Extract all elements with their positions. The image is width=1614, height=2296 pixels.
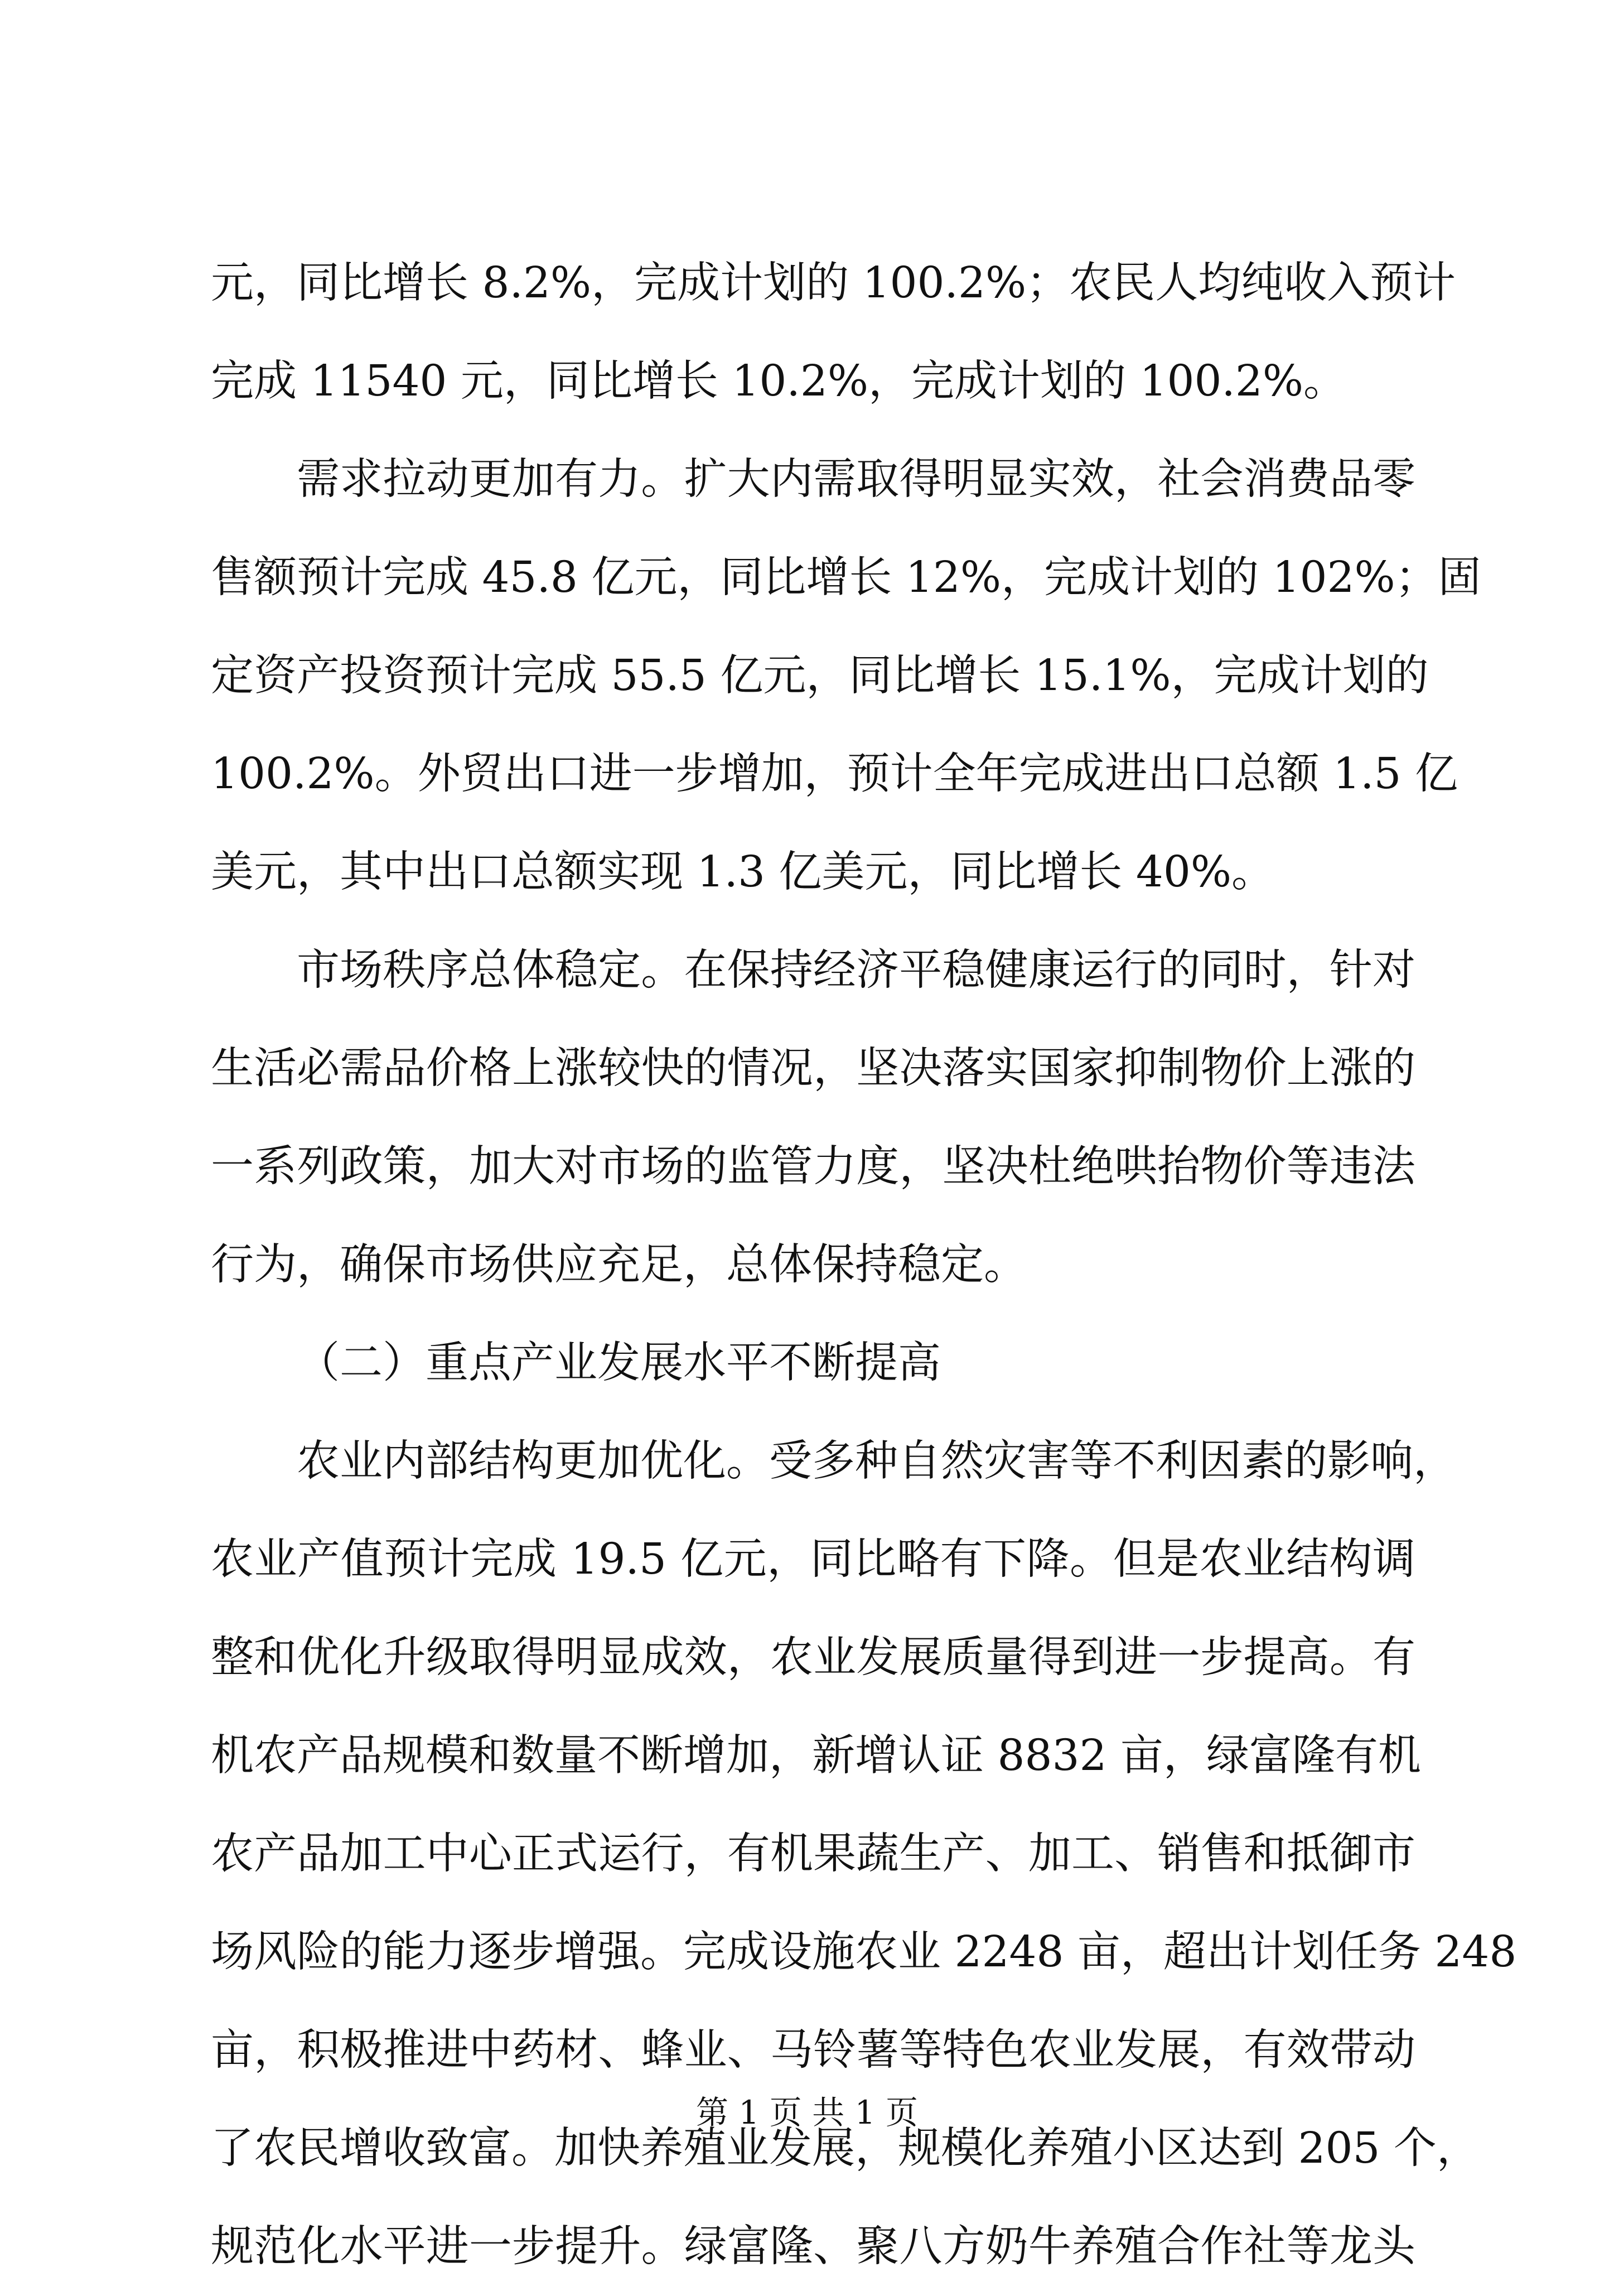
- document-page: [211, 234, 1517, 2296]
- text-line: 生活必需品价格上涨较快的情况，坚决落实国家抑制物价上涨的: [211, 1044, 1415, 1093]
- text-line: 了农民增收致富。加快养殖业发展，规模化养殖小区达到 205 个，: [211, 2124, 1480, 2173]
- text-line: 市场秩序总体稳定。在保持经济平稳健康运行的同时，针对: [297, 946, 1415, 995]
- paragraph-agriculture: [211, 1412, 1517, 2296]
- text-line: 售额预计完成 45.8 亿元，同比增长 12%，完成计划的 102%；固: [211, 553, 1481, 602]
- text-line: 行为，确保市场供应充足，总体保持稳定。: [211, 1240, 1027, 1290]
- text-line: 定资产投资预计完成 55.5 亿元，同比增长 15.1%，完成计划的: [211, 651, 1429, 701]
- text-line: 农业内部结构更加优化。受多种自然灾害等不利因素的影响，: [297, 1436, 1456, 1486]
- page-footer: 第 1 页 共 1 页: [696, 2094, 918, 2131]
- text-line: 美元，其中出口总额实现 1.3 亿美元，同比增长 40%。: [211, 847, 1275, 897]
- text-line: 完成 11540 元，同比增长 10.2%，完成计划的 100.2%。: [211, 356, 1347, 406]
- paragraph-market: [211, 922, 1415, 1314]
- heading-text: （二）重点产业发展水平不断提高: [297, 1338, 941, 1388]
- text-line: 需求拉动更加有力。扩大内需取得明显实效，社会消费品零: [297, 455, 1415, 504]
- text-line: 农业产值预计完成 19.5 亿元，同比略有下降。但是农业结构调: [211, 1535, 1415, 1584]
- text-line: 一系列政策，加大对市场的监管力度，坚决杜绝哄抬物价等违法: [211, 1142, 1415, 1192]
- section-heading: [211, 1314, 1415, 1412]
- text-line: 农产品加工中心正式运行，有机果蔬生产、加工、销售和抵御市: [211, 1829, 1415, 1879]
- text-line: 场风险的能力逐步增强。完成设施农业 2248 亩，超出计划任务 248: [211, 1927, 1517, 1977]
- text-line: 100.2%。外贸出口进一步增加，预计全年完成进出口总额 1.5 亿: [211, 749, 1458, 799]
- text-line: 机农产品规模和数量不断增加，新增认证 8832 亩，绿富隆有机: [211, 1731, 1421, 1781]
- text-line: 亩，积极推进中药材、蜂业、马铃薯等特色农业发展，有效带动: [211, 2025, 1415, 2075]
- text-line: 元，同比增长 8.2%，完成计划的 100.2%；农民人均纯收入预计: [211, 258, 1456, 308]
- text-line: 整和优化升级取得明显成效，农业发展质量得到进一步提高。有: [211, 1633, 1415, 1682]
- paragraph-income: [211, 234, 1456, 431]
- paragraph-demand: [211, 431, 1481, 922]
- text-line: 规范化水平进一步提升。绿富隆、聚八方奶牛养殖合作社等龙头: [211, 2222, 1415, 2271]
